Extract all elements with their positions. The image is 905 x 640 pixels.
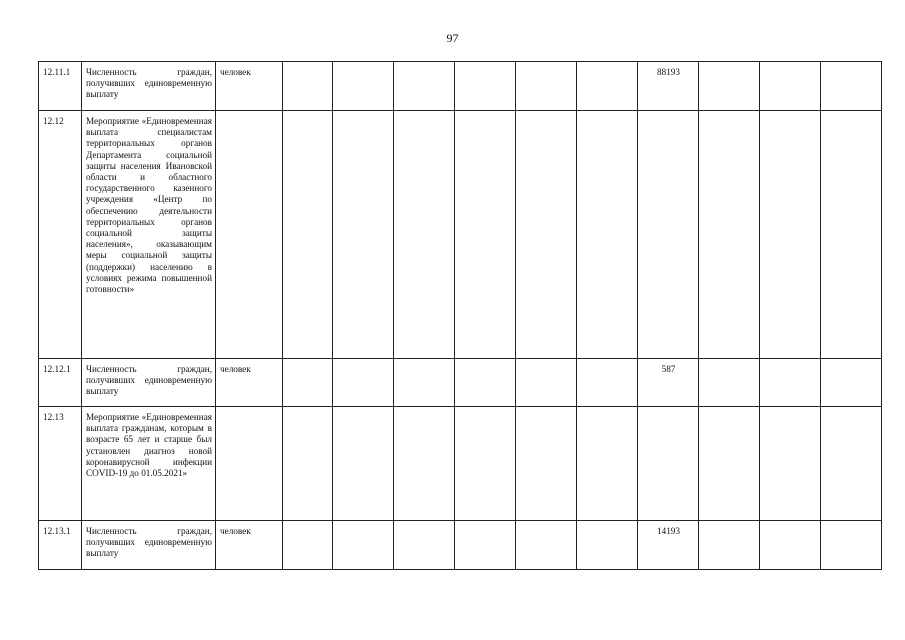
empty-cell [821,111,882,359]
empty-cell [516,62,577,111]
empty-cell [516,407,577,521]
row-number: 12.13 [39,407,82,521]
empty-cell [699,62,760,111]
empty-cell [333,62,394,111]
indicator-name: Мероприятие «Единовременная выплата специалистам территориальных органов Департамента социальной защиты населения Ивановской области и областного государственного казенного учреждения «Центр по обеспечению деятельности территориальных органов социальной защиты населения», оказывающим меры социальной защиты (поддержки) населению в условиях режима повышенной готовности» [82,111,216,359]
row-number: 12.12.1 [39,359,82,407]
unit-cell: человек [216,359,283,407]
empty-cell [333,407,394,521]
empty-cell [577,521,638,570]
row-number: 12.11.1 [39,62,82,111]
empty-cell [760,62,821,111]
empty-cell [516,521,577,570]
empty-cell [394,359,455,407]
empty-cell [333,111,394,359]
empty-cell [333,521,394,570]
value-cell [638,407,699,521]
table-row [39,111,882,359]
empty-cell [283,359,333,407]
empty-cell [394,111,455,359]
empty-cell [760,111,821,359]
value-cell: 88193 [638,62,699,111]
indicator-name: Численность граждан, получивших единовременную выплату [82,521,216,570]
empty-cell [394,521,455,570]
table-row [39,62,882,111]
indicator-name: Мероприятие «Единовременная выплата гражданам, которым в возрасте 65 лет и старше был установлен диагноз новой коронавирусной инфекции COVID-19 до 01.05.2021» [82,407,216,521]
empty-cell [283,521,333,570]
empty-cell [577,62,638,111]
empty-cell [760,359,821,407]
empty-cell [455,407,516,521]
empty-cell [394,407,455,521]
empty-cell [394,62,455,111]
table-row [39,359,882,407]
empty-cell [699,111,760,359]
empty-cell [455,111,516,359]
empty-cell [455,62,516,111]
row-number: 12.12 [39,111,82,359]
empty-cell [516,111,577,359]
empty-cell [455,521,516,570]
empty-cell [821,359,882,407]
empty-cell [577,359,638,407]
empty-cell [333,359,394,407]
empty-cell [699,521,760,570]
indicator-name: Численность граждан, получивших единовременную выплату [82,62,216,111]
empty-cell [699,407,760,521]
unit-cell: человек [216,521,283,570]
indicator-name: Численность граждан, получивших единовременную выплату [82,359,216,407]
unit-cell [216,111,283,359]
empty-cell [577,407,638,521]
row-number: 12.13.1 [39,521,82,570]
empty-cell [821,407,882,521]
empty-cell [283,62,333,111]
empty-cell [283,111,333,359]
empty-cell [455,359,516,407]
table-row [39,407,882,521]
page-number: 97 [446,31,459,45]
unit-cell: человек [216,62,283,111]
value-cell [638,111,699,359]
table-row [39,521,882,570]
empty-cell [699,359,760,407]
empty-cell [516,359,577,407]
unit-cell [216,407,283,521]
empty-cell [760,407,821,521]
empty-cell [760,521,821,570]
empty-cell [577,111,638,359]
empty-cell [821,62,882,111]
indicators-table [38,61,882,570]
empty-cell [821,521,882,570]
empty-cell [283,407,333,521]
value-cell: 587 [638,359,699,407]
value-cell: 14193 [638,521,699,570]
